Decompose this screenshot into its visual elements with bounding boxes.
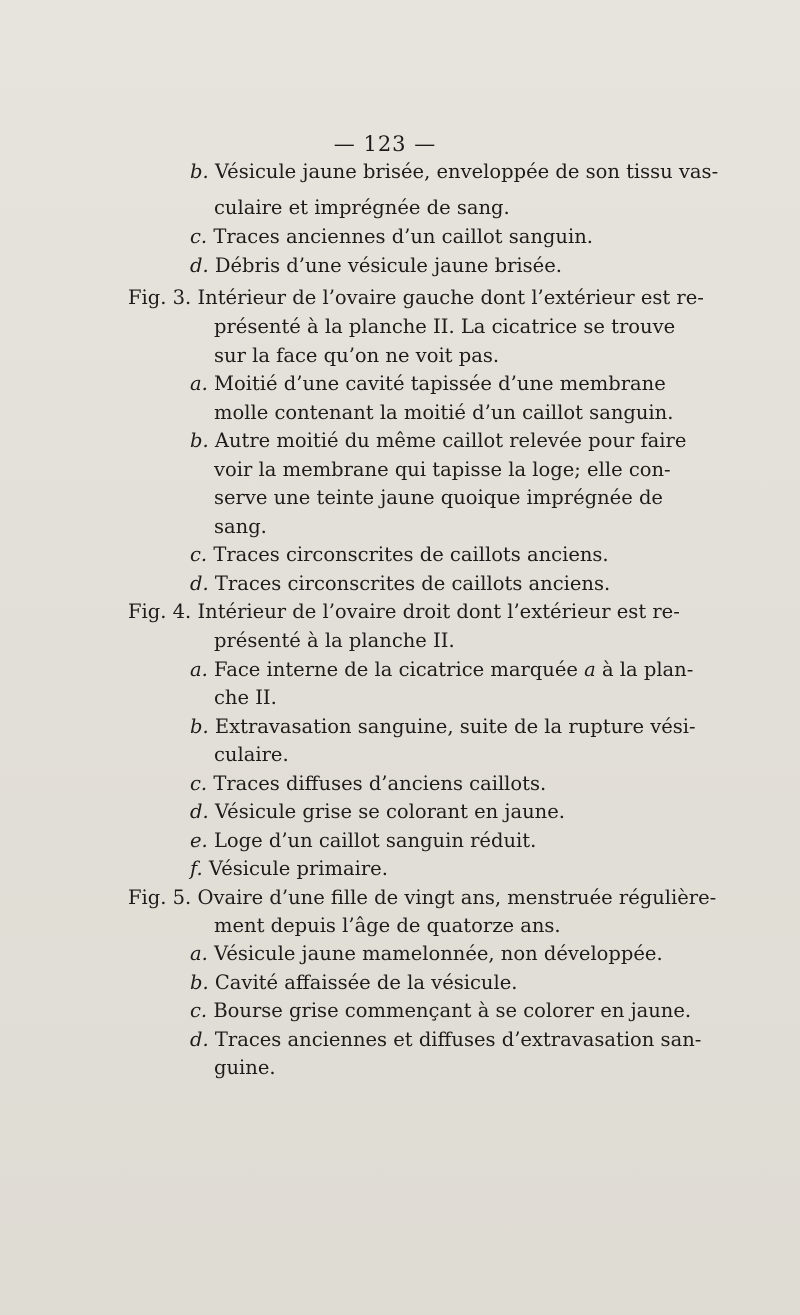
line-text: che II. [214, 686, 277, 709]
item-label: a. [190, 372, 208, 395]
line-text: Extravasation sanguine, suite de la rupture vési- [208, 715, 696, 738]
line-text: Traces circonscrites de caillots anciens. [208, 572, 611, 595]
line-text: Ovaire d’une fille de vingt ans, menstruée régulière- [191, 886, 717, 909]
line-text: culaire et imprégnée de sang. [214, 196, 510, 219]
line-text: Débris d’une vésicule jaune brisée. [208, 254, 562, 277]
item-label: b. [190, 715, 209, 738]
item-label: d. [190, 800, 209, 823]
item-label: c. [190, 999, 208, 1022]
text-line [190, 570, 610, 598]
line-text: sur la face qu’on ne voit pas. [214, 344, 500, 367]
line-text: sang. [214, 515, 267, 538]
item-label: a. [190, 658, 208, 681]
line-text: culaire. [214, 743, 289, 766]
figure-label: Fig. 5. [128, 886, 192, 909]
text-line [214, 741, 289, 769]
line-text: à la plan- [595, 658, 694, 681]
item-label: b. [190, 160, 209, 183]
line-text: ment depuis l’âge de quatorze ans. [214, 914, 561, 937]
text-line [214, 342, 499, 370]
figure-label: Fig. 4. [128, 600, 192, 623]
line-text: guine. [214, 1056, 276, 1079]
line-text: Traces anciennes d’un caillot sanguin. [207, 225, 593, 248]
text-line [214, 1054, 276, 1082]
text-line [190, 223, 593, 251]
text-line [190, 770, 546, 798]
line-text: Vésicule grise se colorant en jaune. [208, 800, 565, 823]
line-text: présenté à la planche II. La cicatrice se trouve [214, 315, 676, 338]
line-text: Vésicule jaune brisée, enveloppée de son tissu vas- [208, 160, 719, 183]
line-text: Face interne de la cicatrice marquée [207, 658, 585, 681]
line-text: Cavité affaissée de la vésicule. [208, 971, 518, 994]
line-text: Intérieur de l’ovaire droit dont l’extérieur est re- [191, 600, 680, 623]
text-line [128, 884, 716, 912]
text-line [190, 940, 663, 968]
text-line [190, 798, 565, 826]
text-line [190, 1026, 701, 1054]
text-line [214, 194, 510, 222]
text-line [128, 284, 704, 312]
line-text: Traces anciennes et diffuses d’extravasation san- [208, 1028, 702, 1051]
text-line [190, 158, 718, 186]
text-line [190, 827, 536, 855]
text-line [190, 997, 691, 1025]
figure-label: Fig. 3. [128, 286, 192, 309]
text-line [190, 969, 517, 997]
text-line [190, 252, 562, 280]
inline-label: a [584, 658, 596, 681]
item-label: b. [190, 971, 209, 994]
item-label: b. [190, 429, 209, 452]
line-text: présenté à la planche II. [214, 629, 455, 652]
line-text: Vésicule primaire. [202, 857, 388, 880]
line-text: molle contenant la moitié d’un caillot sanguin. [214, 401, 674, 424]
text-line [190, 541, 609, 569]
line-text: Autre moitié du même caillot relevée pour faire [208, 429, 687, 452]
line-text: Vésicule jaune mamelonnée, non développée. [207, 942, 663, 965]
line-text: Moitié d’une cavité tapissée d’une membrane [207, 372, 666, 395]
text-line [214, 484, 663, 512]
text-line [190, 427, 686, 455]
item-label: c. [190, 772, 208, 795]
item-label: c. [190, 225, 208, 248]
item-label: d. [190, 254, 209, 277]
text-line [190, 713, 696, 741]
text-line [214, 627, 455, 655]
item-label: c. [190, 543, 208, 566]
text-line [190, 370, 666, 398]
item-label: d. [190, 572, 209, 595]
item-label: f. [190, 857, 203, 880]
line-text: Traces circonscrites de caillots anciens. [207, 543, 609, 566]
text-line [214, 456, 671, 484]
text-line [214, 684, 277, 712]
text-line [190, 855, 388, 883]
line-text: Bourse grise commençant à se colorer en jaune. [207, 999, 692, 1022]
text-line [214, 513, 267, 541]
line-text: Traces diffuses d’anciens caillots. [207, 772, 547, 795]
item-label: a. [190, 942, 208, 965]
line-text: serve une teinte jaune quoique imprégnée de [214, 486, 663, 509]
text-line [128, 598, 680, 626]
item-label: d. [190, 1028, 209, 1051]
text-line [214, 313, 675, 341]
item-label: e. [190, 829, 208, 852]
line-text: Loge d’un caillot sanguin réduit. [207, 829, 537, 852]
page-number: — 123 — [333, 132, 437, 156]
line-text: voir la membrane qui tapisse la loge; elle con- [214, 458, 671, 481]
text-line [190, 656, 693, 684]
text-line [214, 912, 561, 940]
line-text: Intérieur de l’ovaire gauche dont l’extérieur est re- [191, 286, 704, 309]
text-line [214, 399, 673, 427]
